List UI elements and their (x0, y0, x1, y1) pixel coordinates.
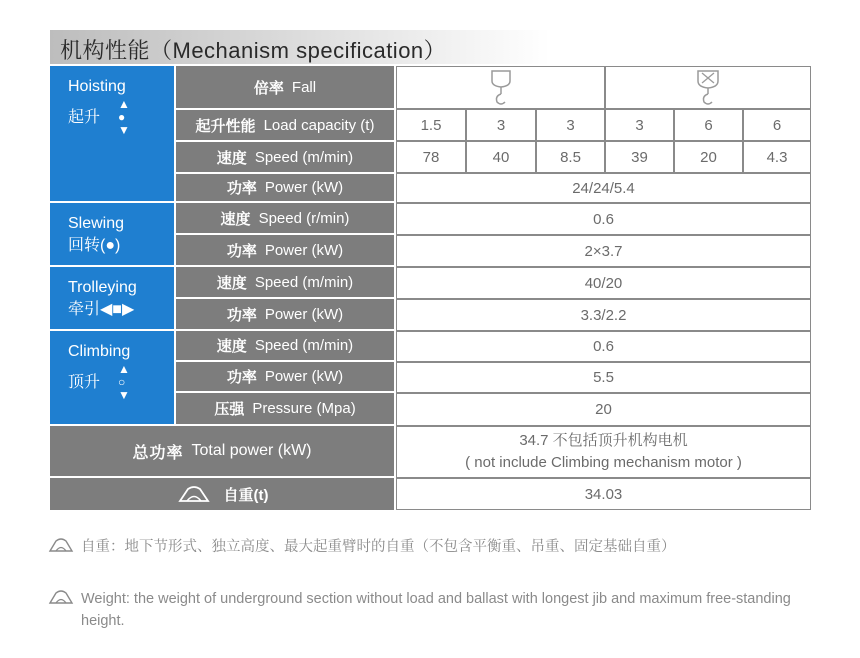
row-label-hoist-power: 功率 Power (kW) (176, 174, 394, 201)
hoist-speed-value: 8.5 (536, 141, 605, 173)
hoist-speed-value: 40 (466, 141, 536, 173)
section-title-bar (50, 30, 550, 64)
hoist-speed-value: 4.3 (743, 141, 811, 173)
total-power-value-line2: ( not include Climbing mechanism motor ) (465, 454, 742, 471)
hook-4-fall-icon (693, 69, 723, 107)
load-capacity-value: 1.5 (396, 109, 466, 141)
section-hoisting (50, 66, 174, 201)
load-capacity-value: 3 (536, 109, 605, 141)
row-label-total-power: 总功率 Total power (kW) (50, 426, 394, 476)
slew-power-value: 2×3.7 (396, 235, 811, 267)
trolley-power-value: 3.3/2.2 (396, 299, 811, 331)
weight-icon (48, 537, 74, 553)
row-label-fall: 倍率 Fall (176, 66, 394, 108)
footnote-cn-text: 自重：地下节形式、独立高度、最大起重臂时的自重（不包含平衡重、吊重、固定基础自重） (81, 539, 676, 555)
row-label-trolley-power: 功率 Power (kW) (176, 299, 394, 329)
load-capacity-value: 6 (743, 109, 811, 141)
section-slewing-en: Slewing (68, 215, 125, 232)
row-label-self-weight: 自重(t) (50, 478, 394, 510)
footnote-cn (48, 536, 826, 558)
total-power-value (396, 426, 811, 478)
row-label-climb-speed: 速度 Speed (m/min) (176, 331, 394, 360)
climb-speed-value: 0.6 (396, 331, 811, 362)
trolley-speed-value: 40/20 (396, 267, 811, 299)
footnote-en-text: Weight: the weight of underground section without load and ballast with longest jib and maximum free-standing height. (81, 591, 791, 629)
row-label-climb-pressure: 压强 Pressure (Mpa) (176, 393, 394, 424)
mechanism-spec-table (50, 66, 811, 510)
hoist-speed-value: 78 (396, 141, 466, 173)
hook-2-fall-icon (486, 69, 516, 107)
section-trolleying (50, 267, 174, 329)
climb-power-value: 5.5 (396, 362, 811, 393)
load-capacity-value: 6 (674, 109, 743, 141)
row-label-load-capacity: 起升性能 Load capacity (t) (176, 110, 394, 140)
section-climbing-cn: 顶升 (68, 373, 101, 391)
fall-4-hook-cell (605, 66, 811, 109)
load-capacity-value: 3 (466, 109, 536, 141)
hoist-arrows-icon: ▲ ● ▼ (118, 97, 130, 137)
hoist-speed-value: 20 (674, 141, 743, 173)
self-weight-value: 34.03 (396, 478, 811, 510)
page-title: 机构性能（Mechanism specification） (60, 38, 447, 63)
footnote-en (48, 588, 826, 632)
row-label-hoist-speed: 速度 Speed (m/min) (176, 142, 394, 172)
row-label-slew-power: 功率 Power (kW) (176, 235, 394, 265)
weight-icon (176, 484, 212, 504)
load-capacity-value: 3 (605, 109, 674, 141)
weight-icon (48, 589, 74, 605)
section-slewing-cn: 回转(●) (68, 237, 121, 254)
hoist-power-value: 24/24/5.4 (396, 173, 811, 203)
row-label-slew-speed: 速度 Speed (r/min) (176, 203, 394, 233)
row-label-climb-power: 功率 Power (kW) (176, 362, 394, 391)
section-slewing (50, 203, 174, 265)
section-trolleying-en: Trolleying (68, 279, 137, 296)
total-power-value-line1: 34.7 不包括顶升机构电机 (519, 432, 688, 449)
climb-pressure-value: 20 (396, 393, 811, 426)
slew-speed-value: 0.6 (396, 203, 811, 235)
section-hoisting-cn: 起升 (68, 108, 101, 126)
section-trolleying-cn: 牵引◀■▶ (68, 301, 135, 318)
section-climbing-en: Climbing (68, 343, 131, 360)
section-hoisting-en: Hoisting (68, 78, 126, 95)
section-climbing (50, 331, 174, 424)
hoist-speed-value: 39 (605, 141, 674, 173)
climb-arrows-icon: ▲ ○ ▼ (118, 362, 130, 402)
fall-2-hook-cell (396, 66, 605, 109)
row-label-trolley-speed: 速度 Speed (m/min) (176, 267, 394, 297)
